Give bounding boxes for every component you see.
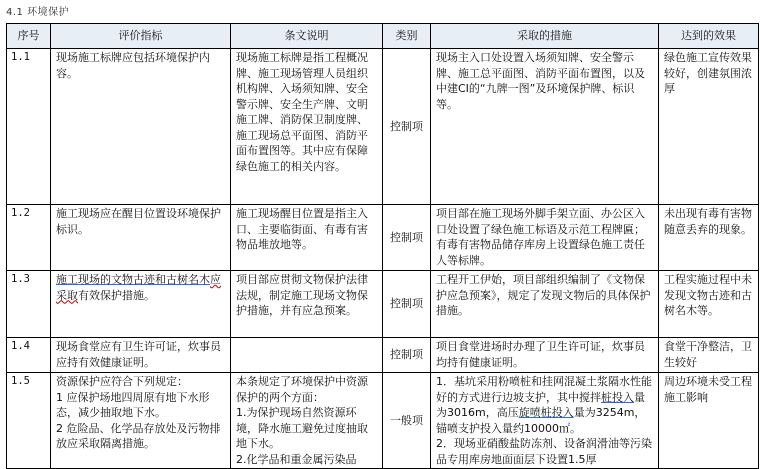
row-effect: 食堂干净整洁，卫生较好	[659, 338, 759, 373]
header-category: 类别	[383, 24, 431, 49]
row-explanation: 现场施工标牌是指工程概况牌、施工现场管理人员组织机构牌、入场须知牌、安全警示牌、安全生产牌、文明施工牌、消防保卫制度牌、施工现场总平面图、消防平面布置图等。其中应有保障绿色施工的相关内容。	[231, 49, 383, 205]
row-effect: 周边环境未受工程施工影响	[659, 373, 759, 469]
header-measures: 采取的措施	[431, 24, 659, 49]
environment-protection-table	[6, 23, 758, 469]
row-category: 控制项	[383, 49, 431, 205]
table-header-row	[7, 24, 759, 49]
row-explanation: 项目部应贯彻文物保护法律法规，制定施工现场文物保护措施，并有应急预案。	[231, 271, 383, 338]
indicator-text-c: 有效保护措施。	[78, 288, 155, 302]
row-effect: 工程实施过程中未发现文物古迹和古树名木等。	[659, 271, 759, 338]
row-seq: 1.1	[7, 49, 51, 205]
row-category: 一般项	[383, 373, 431, 469]
measures-text-a: 1．基坑采用粉喷桩和挂网混凝土浆隔水性能好的方式进行边坡支护，其中搅拌	[436, 375, 652, 404]
row-explanation: 施工现场醒目位置是指主入口、主要临街面、有毒有害物品堆放地等。	[231, 205, 383, 271]
row-explanation: 本条规定了环境保护中资源保护的两个方面： 1.为保护现场自然资源环境，降水施工避免过度抽取地下水。 2.化学品和重金属污染品	[231, 373, 383, 469]
indicator-text-b: 应采取	[56, 273, 221, 302]
row-seq: 1.4	[7, 338, 51, 373]
indicator-text-a: 施工现场的文物古迹和古树名木	[56, 273, 210, 286]
row-explanation	[231, 338, 383, 373]
row-seq: 1.2	[7, 205, 51, 271]
header-indicator: 评价指标	[51, 24, 231, 49]
measures-text-d: 旋喷桩投入	[518, 406, 574, 419]
row-indicator: 施工现场应在醒目位置设环境保护标识。	[51, 205, 231, 271]
table-row	[7, 338, 759, 373]
row-indicator: 资源保护应符合下列规定： 1 应保护场地四周原有地下水形态，减少抽取地下水。 2 危险品、化学品存放处及污物排放应采取隔离措施。	[51, 373, 231, 469]
table-row	[7, 373, 759, 469]
table-row	[7, 205, 759, 271]
row-category: 控制项	[383, 338, 431, 373]
section-title: 4.1 环境保护	[6, 7, 70, 18]
row-indicator: 现场施工标牌应包括环境保护内容。	[51, 49, 231, 205]
row-indicator	[51, 271, 231, 338]
measures-text-c: 量为3016m，高压	[436, 390, 645, 419]
table-row	[7, 271, 759, 338]
row-measures: 项目食堂进场时办理了卫生许可证，炊事员均持有健康证明。	[431, 338, 659, 373]
row-measures	[431, 373, 659, 469]
row-seq: 1.5	[7, 373, 51, 469]
table-row	[7, 49, 759, 205]
row-measures: 现场主入口处设置入场须知牌、安全警示牌、施工总平面图、消防平面布置图，以及中建CI的“九牌一图”及环境保护牌、标识等。	[431, 49, 659, 205]
measures-text-e: 量为3254m，锚喷支护投入量约10000㎡。 2．现场亚硝酸盐防冻剂、设备润滑油等污染品专用库房地面面层下设置1.5厚	[436, 406, 652, 466]
row-category: 控制项	[383, 271, 431, 338]
row-seq: 1.3	[7, 271, 51, 338]
row-category: 控制项	[383, 205, 431, 271]
row-indicator: 现场食堂应有卫生许可证，炊事员应持有效健康证明。	[51, 338, 231, 373]
row-effect: 未出现有毒有害物随意丢弃的现象。	[659, 205, 759, 271]
row-measures: 项目部在施工现场外脚手架立面、办公区入口处设置了绿色施工标语及示范工程牌匾；有毒有害物品储存库房上设置绿色施工责任人等标牌。	[431, 205, 659, 271]
header-effect: 达到的效果	[659, 24, 759, 49]
evaluation-table	[6, 23, 759, 469]
row-effect: 绿色施工宣传效果较好，创建氛围浓厚	[659, 49, 759, 205]
row-measures: 工程开工伊始，项目部组织编制了《文物保护应急预案》，规定了发现文物后的具体保护措施。	[431, 271, 659, 338]
header-seq: 序号	[7, 24, 51, 49]
measures-text-b: 桩投入	[601, 390, 634, 404]
header-explanation: 条文说明	[231, 24, 383, 49]
